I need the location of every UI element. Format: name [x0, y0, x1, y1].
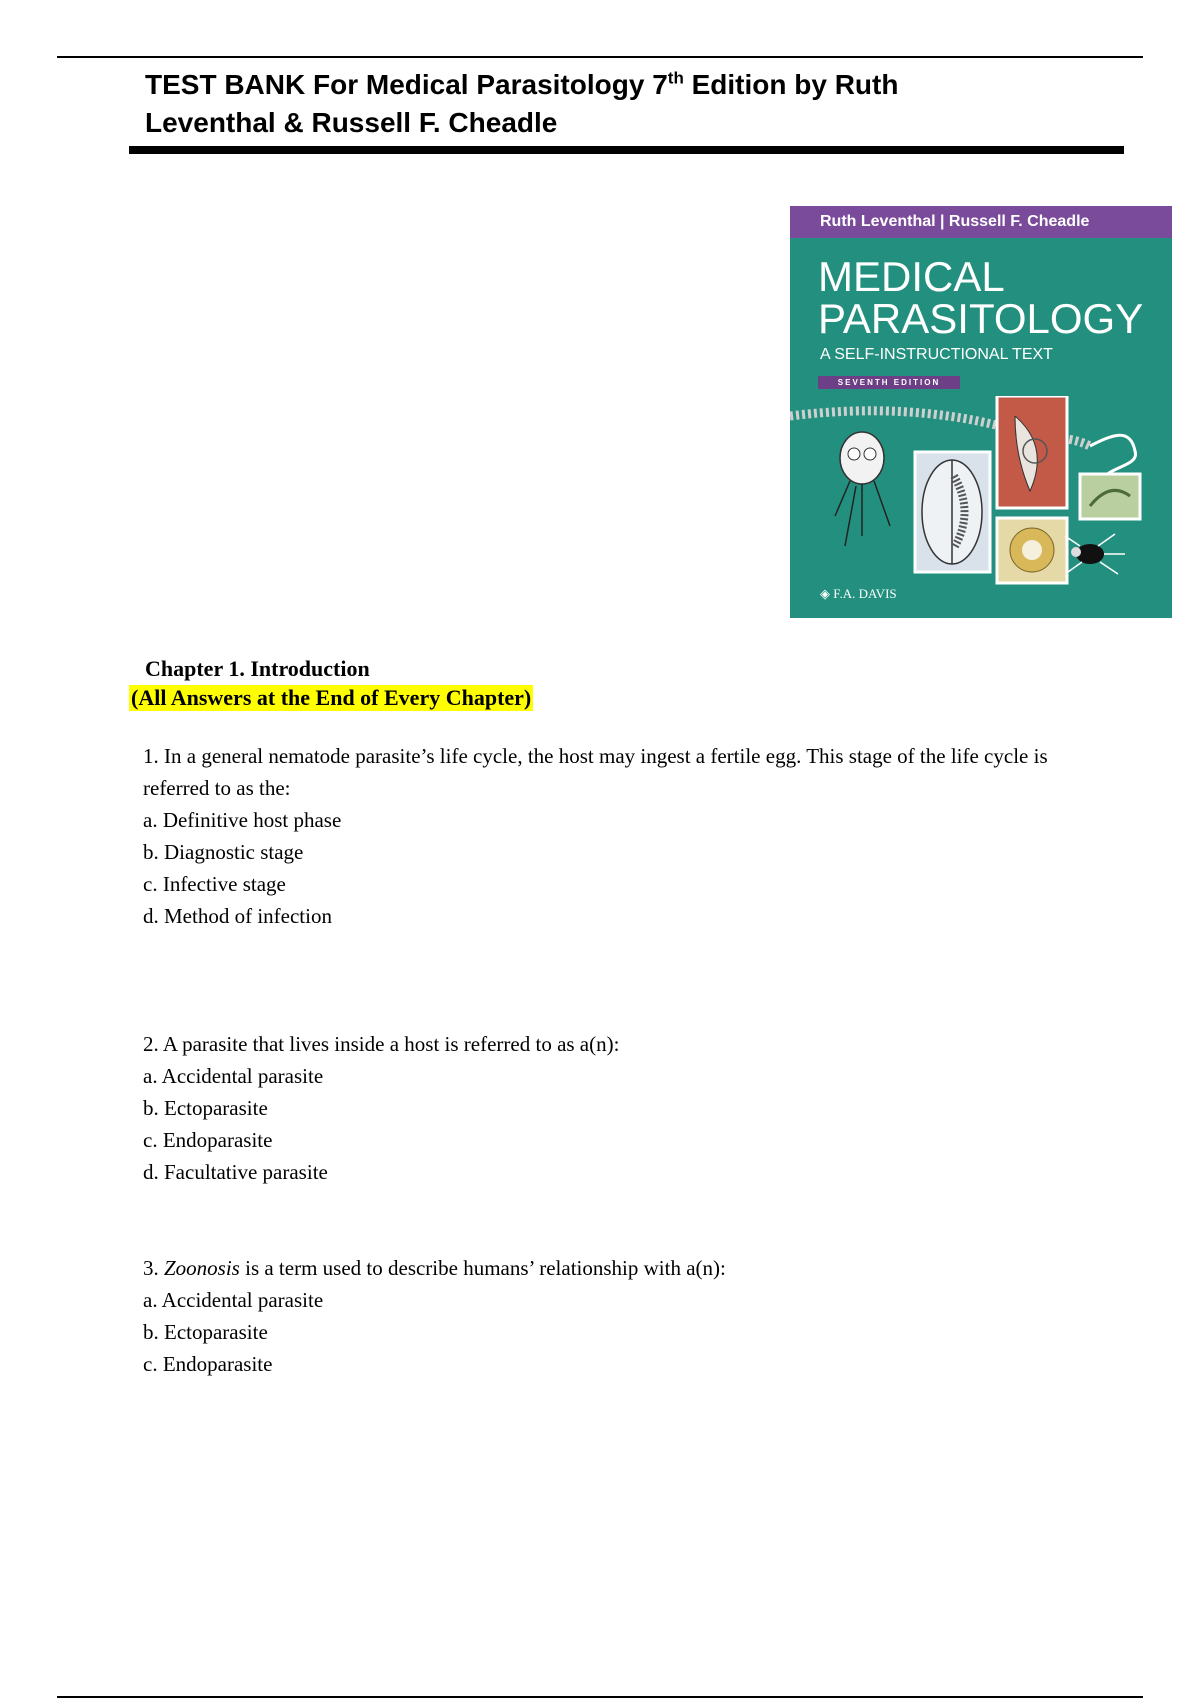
question-stem: 1. In a general nematode parasite’s life cycle, the host may ingest a fertile egg. This stage of the life cycle is referred to as the:	[143, 744, 1048, 800]
title-line2: Leventhal & Russell F. Cheadle	[145, 107, 558, 138]
title-line1-post: Edition by Ruth	[683, 69, 899, 100]
answer-option: d. Method of infection	[143, 904, 332, 928]
answer-option: d. Facultative parasite	[143, 1160, 328, 1184]
cover-title-line1: MEDICAL	[818, 253, 1005, 300]
title-underline-bar	[129, 146, 1124, 154]
question-3	[143, 1252, 1083, 1380]
book-cover	[790, 206, 1172, 618]
question-number: 3.	[143, 1256, 164, 1280]
answers-note-highlight: (All Answers at the End of Every Chapter)	[131, 685, 532, 710]
top-rule	[57, 56, 1143, 58]
answer-option: b. Diagnostic stage	[143, 840, 304, 864]
document-title	[145, 66, 1045, 142]
answer-option: b. Ectoparasite	[143, 1320, 268, 1344]
question-stem: 2. A parasite that lives inside a host is referred to as a(n):	[143, 1032, 620, 1056]
question-term: Zoonosis	[164, 1256, 240, 1280]
question-stem-rest: is a term used to describe humans’ relationship with a(n):	[239, 1256, 726, 1280]
cover-authors: Ruth Leventhal | Russell F. Cheadle	[790, 206, 1172, 238]
title-superscript: th	[667, 68, 684, 88]
question-1	[143, 740, 1083, 932]
cover-publisher	[820, 586, 897, 602]
answer-option: a. Definitive host phase	[143, 808, 342, 832]
question-stem	[143, 1252, 1083, 1284]
answer-option: a. Accidental parasite	[143, 1288, 324, 1312]
bottom-rule	[57, 1696, 1143, 1698]
answer-option: b. Ectoparasite	[143, 1096, 268, 1120]
answer-option: c. Endoparasite	[143, 1128, 273, 1152]
cover-illustration	[790, 396, 1172, 618]
cover-edition-band: SEVENTH EDITION	[818, 376, 960, 389]
cover-subtitle: A SELF-INSTRUCTIONAL TEXT	[820, 346, 1053, 363]
publisher-name: F.A. DAVIS	[833, 586, 897, 601]
chapter-heading: Chapter 1. Introduction	[145, 656, 370, 681]
answer-option: c. Infective stage	[143, 872, 286, 896]
publisher-logo-icon: ◈	[820, 586, 834, 601]
title-line1-pre: TEST BANK For Medical Parasitology 7	[145, 69, 668, 100]
cover-title	[818, 253, 1168, 342]
cover-title-line2: PARASITOLOGY	[818, 295, 1144, 342]
question-2	[143, 1028, 1083, 1188]
answer-option: c. Endoparasite	[143, 1352, 273, 1376]
answer-option: a. Accidental parasite	[143, 1064, 324, 1088]
